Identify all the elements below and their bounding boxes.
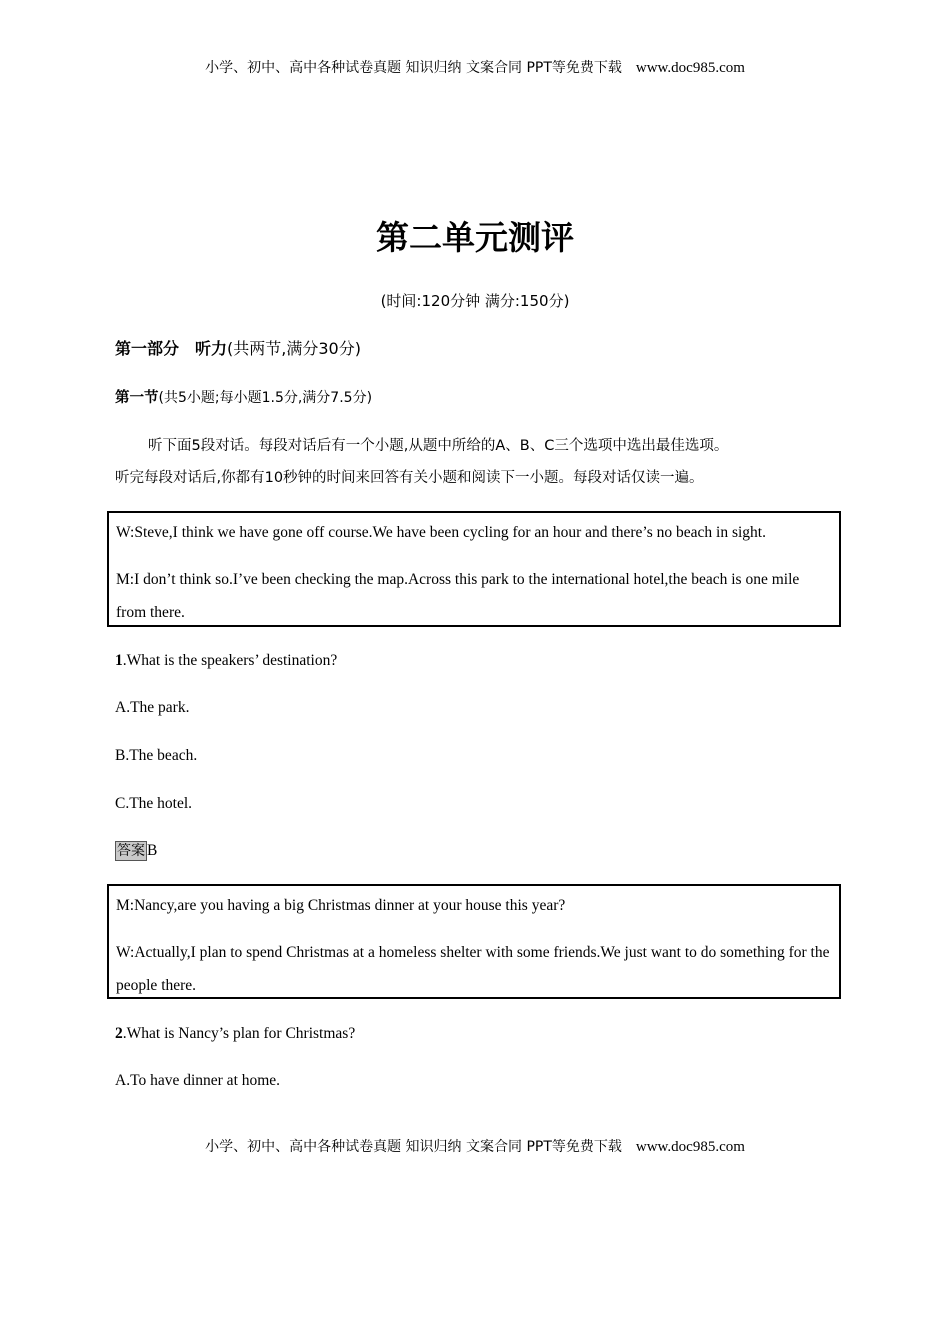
dialogue-2-line-1: M:Nancy,are you having a big Christmas dinner at your house this year?	[116, 897, 566, 914]
dialogue-box-1	[107, 511, 841, 627]
question-1-option-b: B.The beach.	[115, 747, 198, 764]
page-header	[0, 58, 950, 78]
page-subtitle	[0, 288, 950, 314]
dialogue-box-2	[107, 884, 841, 999]
header-url[interactable]: www.doc985.com	[635, 60, 745, 76]
section-heading-detail: (共5小题;每小题1.5分,满分7.5分)	[158, 390, 373, 406]
answer-label: 答案	[117, 843, 145, 859]
dialogue-2-line-2: W:Actually,I plan to spend Christmas at a homeless shelter with some friends.We just want to do something for the people there.	[116, 944, 830, 994]
dialogue-1-line-2: M:I don’t think so.I’ve been checking the map.Across this park to the international hotel,the beach is one mile from there.	[116, 571, 800, 621]
question-2-number: 2	[115, 1025, 123, 1042]
question-2-text: .What is Nancy’s plan for Christmas?	[122, 1025, 356, 1042]
section-heading-label: 第一节	[115, 390, 159, 406]
header-text: 小学、初中、高中各种试卷真题 知识归纳 文案合同 PPT等免费下载	[205, 60, 622, 76]
instructions	[115, 430, 840, 494]
footer-text: 小学、初中、高中各种试卷真题 知识归纳 文案合同 PPT等免费下载	[205, 1139, 622, 1155]
footer-url[interactable]: www.doc985.com	[635, 1139, 745, 1155]
question-1-option-c: C.The hotel.	[115, 795, 193, 812]
part-heading-detail: (共两节,满分30分)	[227, 339, 361, 358]
question-2-option-a: A.To have dinner at home.	[115, 1072, 281, 1089]
question-1-number: 1	[115, 652, 123, 669]
instructions-line-2: 听完每段对话后,你都有10秒钟的时间来回答有关小题和阅读下一小题。每段对话仅读一遍。	[115, 470, 704, 486]
question-1	[115, 649, 337, 673]
answer-value: B	[147, 842, 158, 859]
subtitle-text: (时间:120分钟 满分:150分)	[380, 292, 570, 310]
answer-1	[115, 840, 157, 862]
question-2	[115, 1022, 355, 1046]
part-heading	[115, 337, 361, 361]
question-1-text: .What is the speakers’ destination?	[122, 652, 338, 669]
page-title: 第二单元测评	[376, 218, 574, 257]
section-heading	[115, 386, 372, 410]
question-1-option-a: A.The park.	[115, 699, 190, 716]
page-footer	[0, 1137, 950, 1157]
dialogue-1-line-1: W:Steve,I think we have gone off course.We have been cycling for an hour and there’s no beach in sight.	[116, 524, 766, 541]
instructions-line-1: 听下面5段对话。每段对话后有一个小题,从题中所给的A、B、C三个选项中选出最佳选项。	[148, 438, 729, 454]
part-heading-label: 第一部分 听力	[115, 339, 228, 358]
